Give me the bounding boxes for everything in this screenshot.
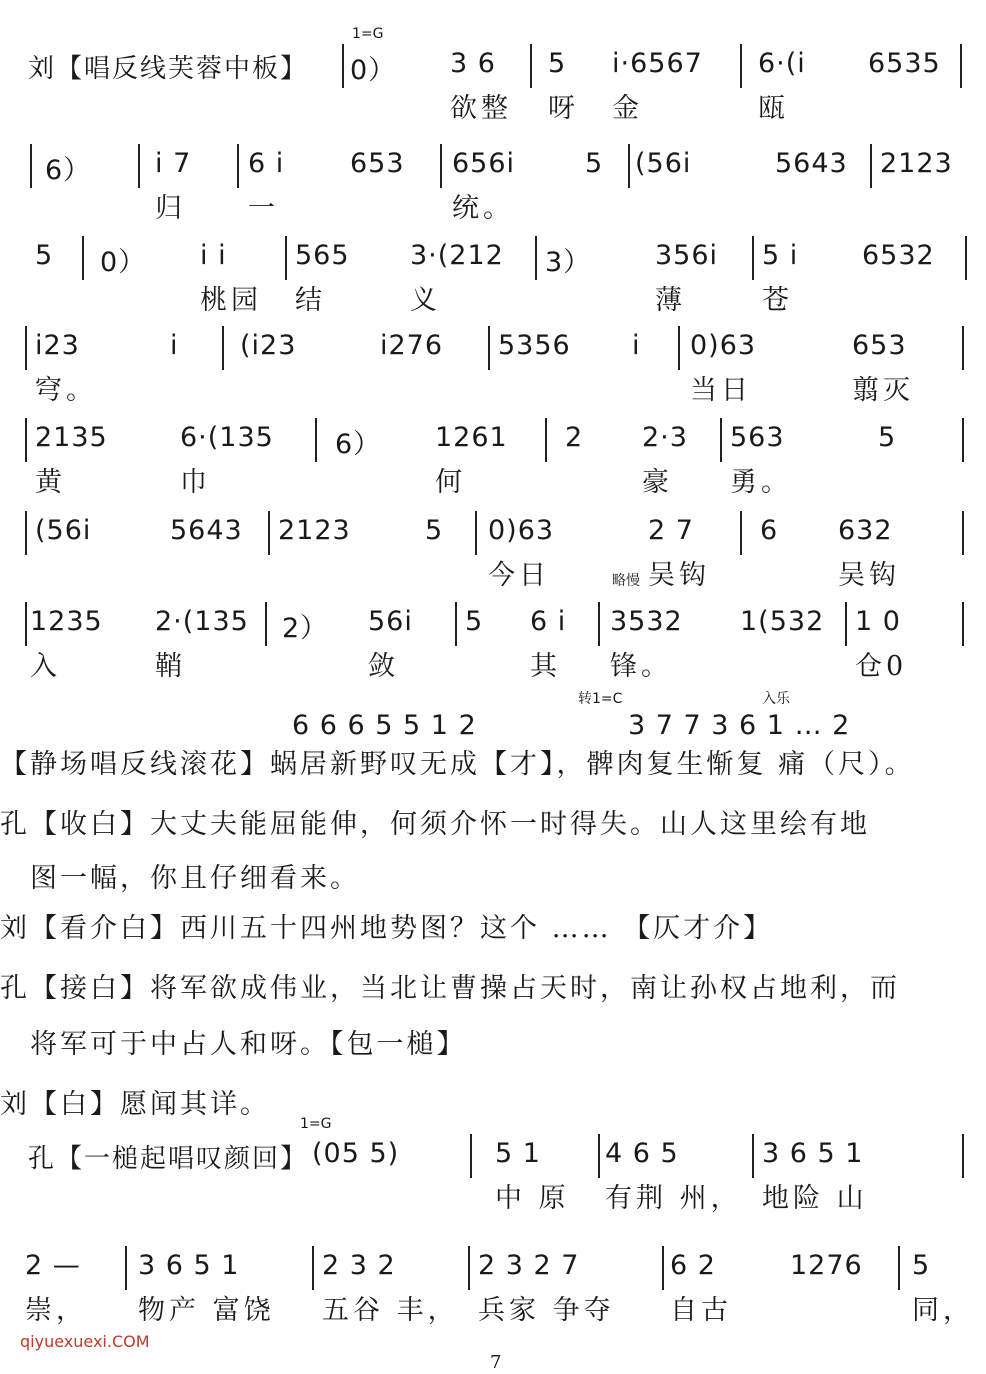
- lyric-text: 瓯: [758, 93, 789, 124]
- bar-line: [268, 511, 270, 555]
- lyric-text: 勇。: [730, 467, 792, 498]
- lyric-text: 锋。: [610, 651, 672, 682]
- bar-line: [962, 1134, 964, 1178]
- lyric-text: 敛: [368, 651, 399, 682]
- note-group: 653: [350, 148, 405, 179]
- bar-line: [898, 1246, 900, 1290]
- bar-line: [962, 511, 964, 555]
- lyric-text: 崇，: [25, 1295, 87, 1326]
- note-group: 5 i: [762, 240, 799, 271]
- bar-line: [285, 236, 287, 280]
- note-group: 2·3: [642, 422, 688, 453]
- lyric-text: 兵家 争夺: [478, 1295, 615, 1326]
- note-group: i23: [35, 330, 80, 361]
- note-group: 5 1: [495, 1138, 541, 1169]
- note-group: 632: [838, 515, 893, 546]
- score-row: [0, 230, 986, 320]
- bar-line: [962, 418, 964, 462]
- lyric-text: 吴钩: [648, 560, 710, 591]
- bar-line: [962, 326, 964, 370]
- note-group: 0）: [100, 247, 147, 278]
- note-group: 1235: [30, 606, 103, 637]
- bar-line: [752, 236, 754, 280]
- lyric-text: 物产 富饶: [138, 1295, 275, 1326]
- bar-line: [535, 236, 537, 280]
- bar-line: [740, 511, 742, 555]
- lyric-text: 巾: [180, 467, 211, 498]
- bar-line: [468, 1246, 470, 1290]
- note-group: 6 2: [670, 1250, 716, 1281]
- lyric-text: 桃园: [200, 285, 262, 316]
- lyric-text: 入: [30, 651, 61, 682]
- row-label: 孔【一槌起唱叹颜回】: [28, 1144, 309, 1174]
- lyric-text: 归: [155, 193, 186, 224]
- lyric-text: 薄: [655, 285, 686, 316]
- lyric-text: 仓0: [855, 651, 908, 682]
- note-group: i 7: [155, 148, 192, 179]
- lyric-text: 当日: [690, 375, 752, 406]
- note-group: 1276: [790, 1250, 863, 1281]
- script-line: 【静场唱反线滚花】蜗居新野叹无成【才】，髀肉复生惭复 痛（尺）。: [0, 749, 915, 780]
- lyric-text: 豪: [642, 467, 673, 498]
- lyric-text: 今日: [488, 560, 550, 591]
- bar-line: [598, 602, 600, 646]
- bar-line: [82, 236, 84, 280]
- note-group: 356i: [655, 240, 719, 271]
- score-row: [0, 1116, 986, 1218]
- lyric-text: 五谷 丰，: [322, 1295, 459, 1326]
- bar-line: [598, 1134, 600, 1178]
- note-group: i i: [200, 240, 227, 271]
- lyric-text: 同，: [912, 1295, 974, 1326]
- note-group: 2 7: [648, 515, 694, 546]
- note-group: 6 i: [248, 148, 285, 179]
- note-group: (56i: [35, 515, 92, 546]
- bar-line: [530, 44, 532, 88]
- bar-line: [25, 511, 27, 555]
- bar-line: [25, 602, 27, 646]
- bar-line: [740, 44, 742, 88]
- score-row: [0, 596, 986, 686]
- bar-line: [965, 236, 967, 280]
- note-group: (i23: [240, 330, 297, 361]
- lyric-text: 苍: [762, 285, 793, 316]
- lyric-text: 结: [295, 285, 326, 316]
- bar-line: [678, 326, 680, 370]
- note-group: 3·(212: [410, 240, 504, 271]
- bar-line: [222, 326, 224, 370]
- note-group: i·6567: [612, 48, 703, 79]
- script-line: 孔【接白】将军欲成伟业，当北让曹操占天时，南让孙权占地利，而: [0, 973, 900, 1004]
- note-group: 2·(135: [155, 606, 249, 637]
- note-group: 2 3 2: [322, 1250, 396, 1281]
- note-group: 3 6 5 1: [762, 1138, 864, 1169]
- note-group: i276: [380, 330, 444, 361]
- note-group: 6532: [862, 240, 935, 271]
- lyric-text: 翦灭: [852, 375, 914, 406]
- lyric-text: 有荆 州，: [605, 1183, 742, 1214]
- score-row: [0, 412, 986, 502]
- score-row: [0, 138, 986, 228]
- lyric-text: 金: [612, 93, 643, 124]
- note-group: 3 6 5 1: [138, 1250, 240, 1281]
- bar-line: [628, 144, 630, 188]
- site-watermark: qiyuexuexi.COM: [20, 1332, 150, 1351]
- lyric-text: 其: [530, 651, 561, 682]
- note-group: 6 i: [530, 606, 567, 637]
- note-group: 5643: [170, 515, 243, 546]
- bar-line: [455, 602, 457, 646]
- note-group: 563: [730, 422, 785, 453]
- lyric-text: 自古: [670, 1295, 732, 1326]
- tempo-annotation: 略慢: [612, 573, 640, 589]
- melody-notes-a: 6 6 6 5 5 1 2: [292, 710, 477, 741]
- script-line: 将军可于中占人和呀。【包一槌】: [0, 1029, 467, 1060]
- note-group: 656i: [452, 148, 516, 179]
- note-group: 6）: [335, 429, 382, 460]
- note-group: 4 6 5: [605, 1138, 679, 1169]
- score-row: [0, 505, 986, 595]
- note-group: 6）: [45, 155, 92, 186]
- lyric-text: 统。: [452, 193, 514, 224]
- bar-line: [30, 144, 32, 188]
- bar-line: [25, 326, 27, 370]
- bar-line: [440, 144, 442, 188]
- note-group: 5: [425, 515, 444, 546]
- note-group: 2）: [282, 613, 329, 644]
- key-signature: 1=G: [352, 26, 384, 42]
- note-group: 5: [465, 606, 484, 637]
- bar-line: [470, 1134, 472, 1178]
- note-group: (05 5): [312, 1138, 400, 1169]
- bar-line: [662, 1246, 664, 1290]
- note-group: 1(532: [740, 606, 825, 637]
- note-group: 5643: [775, 148, 848, 179]
- note-group: 56i: [368, 606, 413, 637]
- lyric-text: 何: [435, 467, 466, 498]
- bar-line: [475, 511, 477, 555]
- note-group: 2123: [880, 148, 953, 179]
- note-group: 565: [295, 240, 350, 271]
- page-number: 7: [490, 1352, 502, 1373]
- note-group: 6·(i: [758, 48, 806, 79]
- key-signature: 1=G: [300, 1116, 332, 1132]
- bar-line: [488, 326, 490, 370]
- lyric-text: 吴钩: [838, 560, 900, 591]
- lyric-text: 黄: [35, 467, 66, 498]
- note-group: 2 —: [25, 1250, 81, 1281]
- bar-line: [752, 1134, 754, 1178]
- lyric-text: 中 原: [495, 1183, 570, 1214]
- score-row: [0, 1240, 986, 1330]
- note-group: 2 3 2 7: [478, 1250, 580, 1281]
- note-group: (56i: [635, 148, 692, 179]
- bar-line: [138, 144, 140, 188]
- note-group: 5: [35, 240, 54, 271]
- lyric-text: 地险 山: [762, 1183, 868, 1214]
- bar-line: [312, 1246, 314, 1290]
- note-group: 3532: [610, 606, 683, 637]
- lyric-text: 一: [248, 193, 279, 224]
- bar-line: [237, 144, 239, 188]
- bar-line: [845, 602, 847, 646]
- score-row: [0, 26, 986, 128]
- note-group: 3 6: [450, 48, 496, 79]
- note-group: 6·(135: [180, 422, 274, 453]
- key-change-annotation: 转1=C: [578, 691, 623, 707]
- bar-line: [962, 602, 964, 646]
- script-line: 孔【收白】大丈夫能屈能伸，何须介怀一时得失。山人这里绘有地: [0, 809, 870, 840]
- script-line: 刘【白】愿闻其详。: [0, 1089, 270, 1120]
- bar-line: [265, 602, 267, 646]
- note-group: 653: [852, 330, 907, 361]
- lyric-text: 穹。: [35, 375, 97, 406]
- note-group: 5: [912, 1250, 931, 1281]
- melody-notes-b: 3 7 7 3 6 1 … 2: [628, 710, 851, 741]
- note-group: 0)63: [690, 330, 757, 361]
- lyric-text: 欲整: [450, 93, 512, 124]
- note-group: i: [170, 330, 179, 361]
- bar-line: [960, 44, 962, 88]
- note-group: 5: [585, 148, 604, 179]
- music-cue-annotation: 入乐: [762, 691, 790, 707]
- row-label: 刘【唱反线芙蓉中板】: [28, 54, 309, 84]
- note-group: 2123: [278, 515, 351, 546]
- bar-line: [315, 418, 317, 462]
- bar-line: [125, 1246, 127, 1290]
- bar-line: [720, 418, 722, 462]
- script-line: 图一幅，你且仔细看来。: [0, 863, 360, 894]
- note-group: 1 0: [855, 606, 901, 637]
- script-line: 刘【看介白】西川五十四州地势图？这个 …… 【仄才介】: [0, 913, 774, 944]
- bar-line: [342, 44, 344, 88]
- score-row: [0, 320, 986, 410]
- note-group: 3）: [545, 247, 592, 278]
- note-group: 5: [548, 48, 567, 79]
- bar-line: [870, 144, 872, 188]
- note-group: i: [632, 330, 641, 361]
- lyric-text: 鞘: [155, 651, 186, 682]
- bar-line: [25, 418, 27, 462]
- note-group: 2: [565, 422, 584, 453]
- note-group: 5356: [498, 330, 571, 361]
- bar-line: [545, 418, 547, 462]
- lyric-text: 义: [410, 285, 441, 316]
- note-group: 6: [760, 515, 779, 546]
- note-group: 5: [878, 422, 897, 453]
- lyric-text: 呀: [548, 93, 579, 124]
- note-group: 0)63: [488, 515, 555, 546]
- note-group: 2135: [35, 422, 108, 453]
- note-group: 6535: [868, 48, 941, 79]
- note-group: 1261: [435, 422, 508, 453]
- note-group: 0）: [350, 55, 397, 86]
